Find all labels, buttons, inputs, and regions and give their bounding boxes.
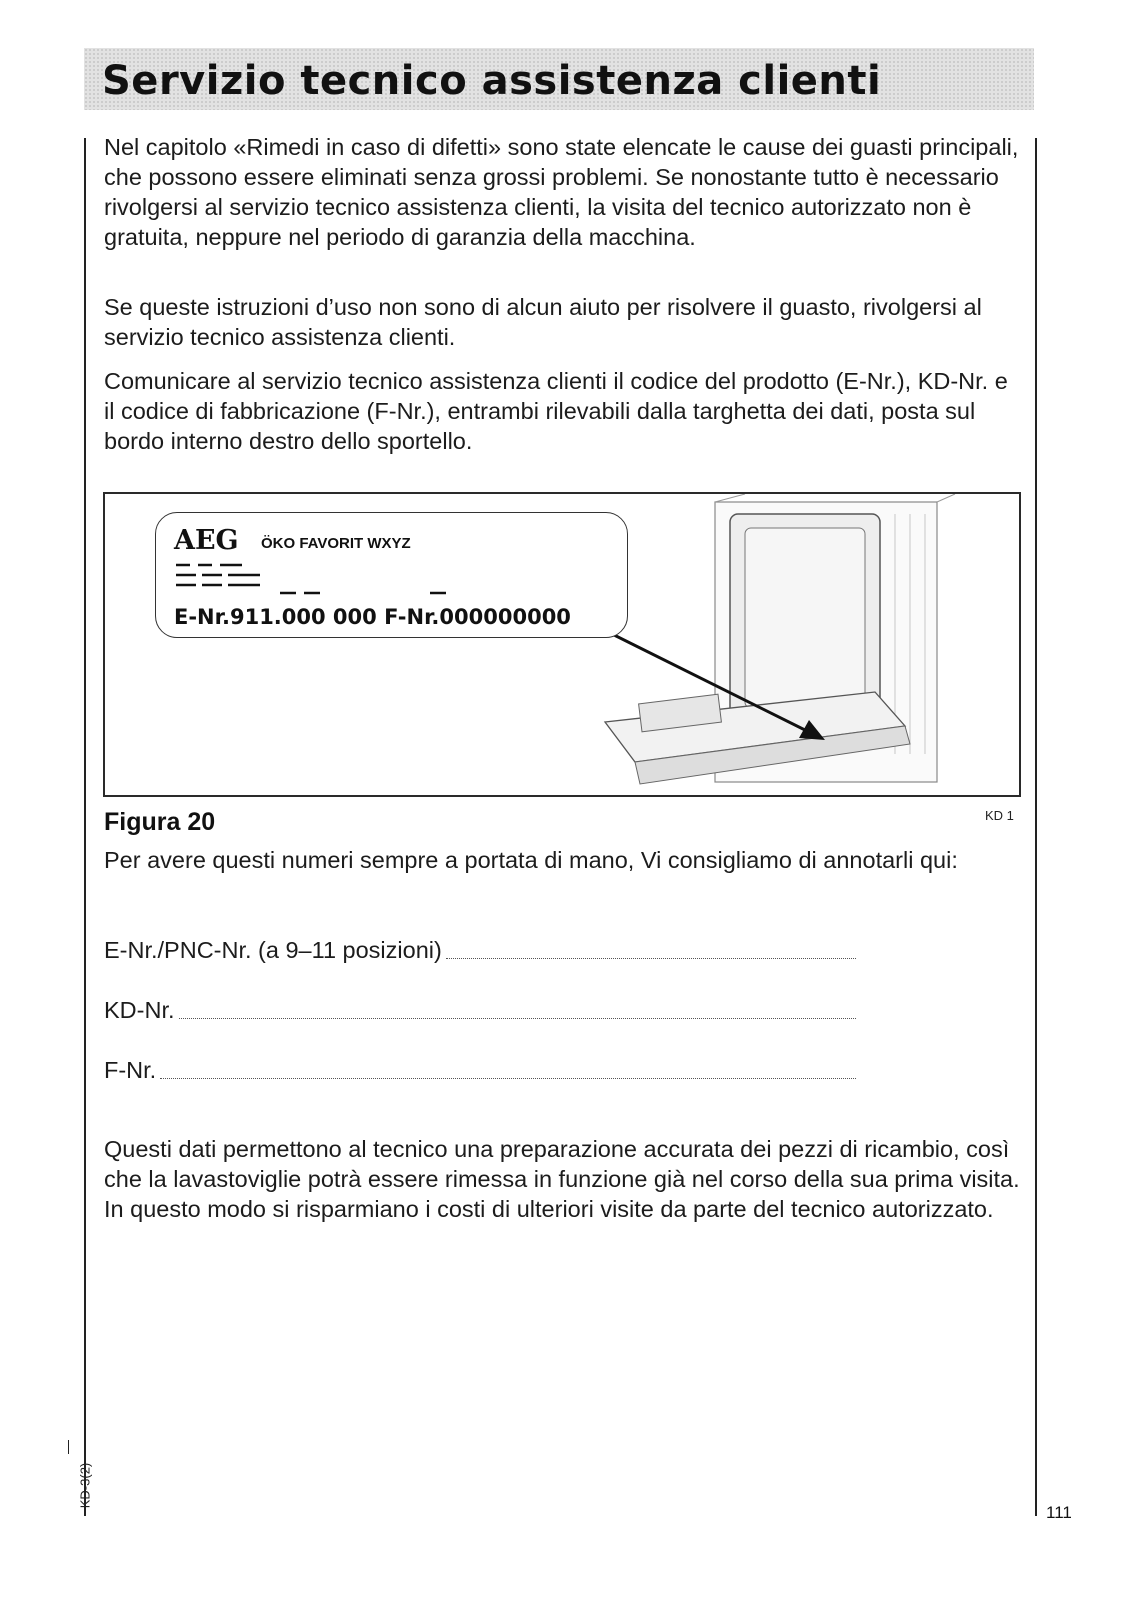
brand-logo: AEG bbox=[174, 525, 239, 556]
placeholder-dashes bbox=[170, 559, 470, 604]
figure-code: KD 1 bbox=[985, 808, 1014, 823]
left-margin-rule bbox=[84, 138, 86, 1516]
paragraph-instructions: Se queste istruzioni d’uso non sono di alcun aiuto per risolvere il guasto, rivolgersi al servizio tecnico assistenza clienti. bbox=[104, 294, 982, 350]
rating-plate-callout bbox=[155, 512, 628, 638]
kd-nr-label: KD-Nr. bbox=[104, 997, 175, 1023]
side-document-code: KD-3(2) bbox=[77, 1462, 93, 1509]
figure-caption: Figura 20 bbox=[104, 808, 216, 836]
e-nr-field[interactable] bbox=[104, 930, 856, 964]
f-nr-label: F-Nr. bbox=[104, 1057, 157, 1083]
page-title: Servizio tecnico assistenza clienti bbox=[102, 58, 882, 104]
figure-illustration bbox=[103, 492, 1021, 797]
kd-nr-field[interactable] bbox=[104, 990, 856, 1024]
f-nr-field[interactable] bbox=[104, 1050, 856, 1084]
e-nr-dotted-line[interactable] bbox=[446, 958, 856, 959]
kd-nr-dotted-line[interactable] bbox=[179, 1018, 857, 1019]
page-number: 111 bbox=[1046, 1503, 1072, 1522]
paragraph-intro: Nel capitolo «Rimedi in caso di difetti» sono state elencate le cause dei guasti principali, che possono essere eliminati senza grossi problemi. Se nonostante tutto è necessario rivolgersi al servizio tecnico assistenza clienti, la visita del tecnico autorizzato non è gratuita, neppure nel periodo di garanzia della macchina. bbox=[104, 134, 1019, 250]
side-tick bbox=[68, 1440, 69, 1454]
e-nr-label: E-Nr./PNC-Nr. (a 9–11 posizioni) bbox=[104, 937, 442, 963]
f-nr-dotted-line[interactable] bbox=[160, 1078, 856, 1079]
right-margin-rule bbox=[1035, 138, 1037, 1516]
paragraph-conclusion: Questi dati permettono al tecnico una preparazione accurata dei pezzi di ricambio, così che la lavastoviglie potrà essere rimessa in funzione già nel corso della sua prima visita. In questo modo si risparmiano i costi di ulteriori visite da parte del tecnico autorizzato. bbox=[104, 1136, 1020, 1222]
paragraph-note: Per avere questi numeri sempre a portata di mano, Vi consigliamo di annotarli qui: bbox=[104, 847, 958, 873]
model-name: ÖKO FAVORIT WXYZ bbox=[261, 535, 411, 552]
paragraph-codes: Comunicare al servizio tecnico assistenza clienti il codice del prodotto (E-Nr.), KD-Nr. e il codice di fabbricazione (F-Nr.), entrambi rilevabili dalla targhetta dei dati, posta sul bordo interno destro dello sportello. bbox=[104, 368, 1008, 454]
rating-plate-numbers: E-Nr.911.000 000 F-Nr.000000000 bbox=[174, 605, 571, 629]
